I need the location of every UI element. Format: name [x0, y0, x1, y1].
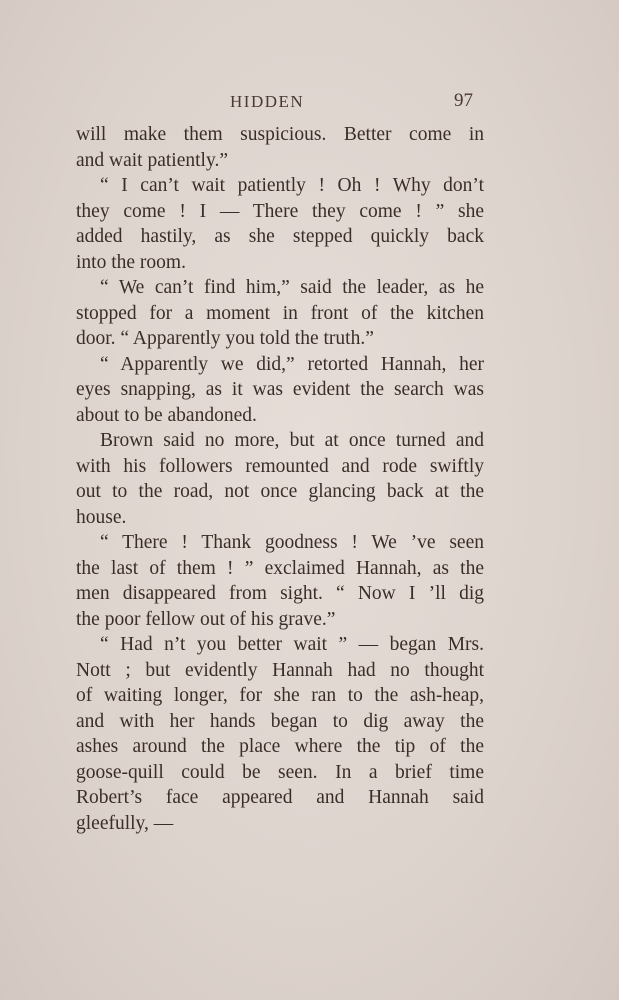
text-line: gleefully, —	[76, 812, 174, 834]
text-line: “ There ! Thank goodness ! We ’ve seen	[100, 532, 484, 553]
text-line: door. “ Apparently you told the truth.”	[76, 328, 374, 349]
text-line: “ Apparently we did,” retorted Hannah, her	[100, 353, 484, 375]
text-line: will make them suspicious. Better come in	[76, 124, 484, 145]
text-line: goose-quill could be seen. In a brief time	[76, 761, 484, 783]
text-line: “ Had n’t you better wait ” — began Mrs.	[100, 634, 484, 655]
text-line: out to the road, not once glancing back at the	[76, 481, 484, 502]
text-line: they come ! I — There they come ! ” she	[76, 200, 484, 222]
text-line: about to be abandoned.	[76, 404, 257, 426]
text-line: Nott ; but evidently Hannah had no thought	[76, 659, 484, 681]
text-line: eyes snapping, as it was evident the search was	[76, 379, 484, 400]
running-title: HIDDEN	[230, 92, 305, 111]
page-number: 97	[454, 90, 473, 111]
text-line: added hastily, as she stepped quickly back	[76, 226, 484, 247]
text-line: into the room.	[76, 251, 186, 273]
text-line: Robert’s face appeared and Hannah said	[76, 787, 484, 808]
text-line: and wait patiently.”	[76, 149, 228, 171]
text-line: men disappeared from sight. “ Now I ’ll dig	[76, 583, 484, 604]
text-line: house.	[76, 506, 127, 528]
text-line: the last of them ! ” exclaimed Hannah, as the	[76, 557, 484, 579]
text-line: “ I can’t wait patiently ! Oh ! Why don’t	[100, 175, 484, 196]
body-text	[76, 122, 484, 836]
text-line: the poor fellow out of his grave.”	[76, 608, 336, 630]
text-line: ashes around the place where the tip of the	[76, 736, 484, 757]
text-line: with his followers remounted and rode swiftly	[76, 455, 484, 477]
text-line: “ We can’t find him,” said the leader, as he	[100, 277, 484, 298]
text-line: and with her hands began to dig away the	[76, 710, 484, 732]
text-line: Brown said no more, but at once turned and	[100, 430, 484, 451]
text-line: of waiting longer, for she ran to the ash-heap,	[76, 685, 484, 706]
page-header	[0, 92, 619, 116]
text-line: stopped for a moment in front of the kitchen	[76, 302, 484, 324]
